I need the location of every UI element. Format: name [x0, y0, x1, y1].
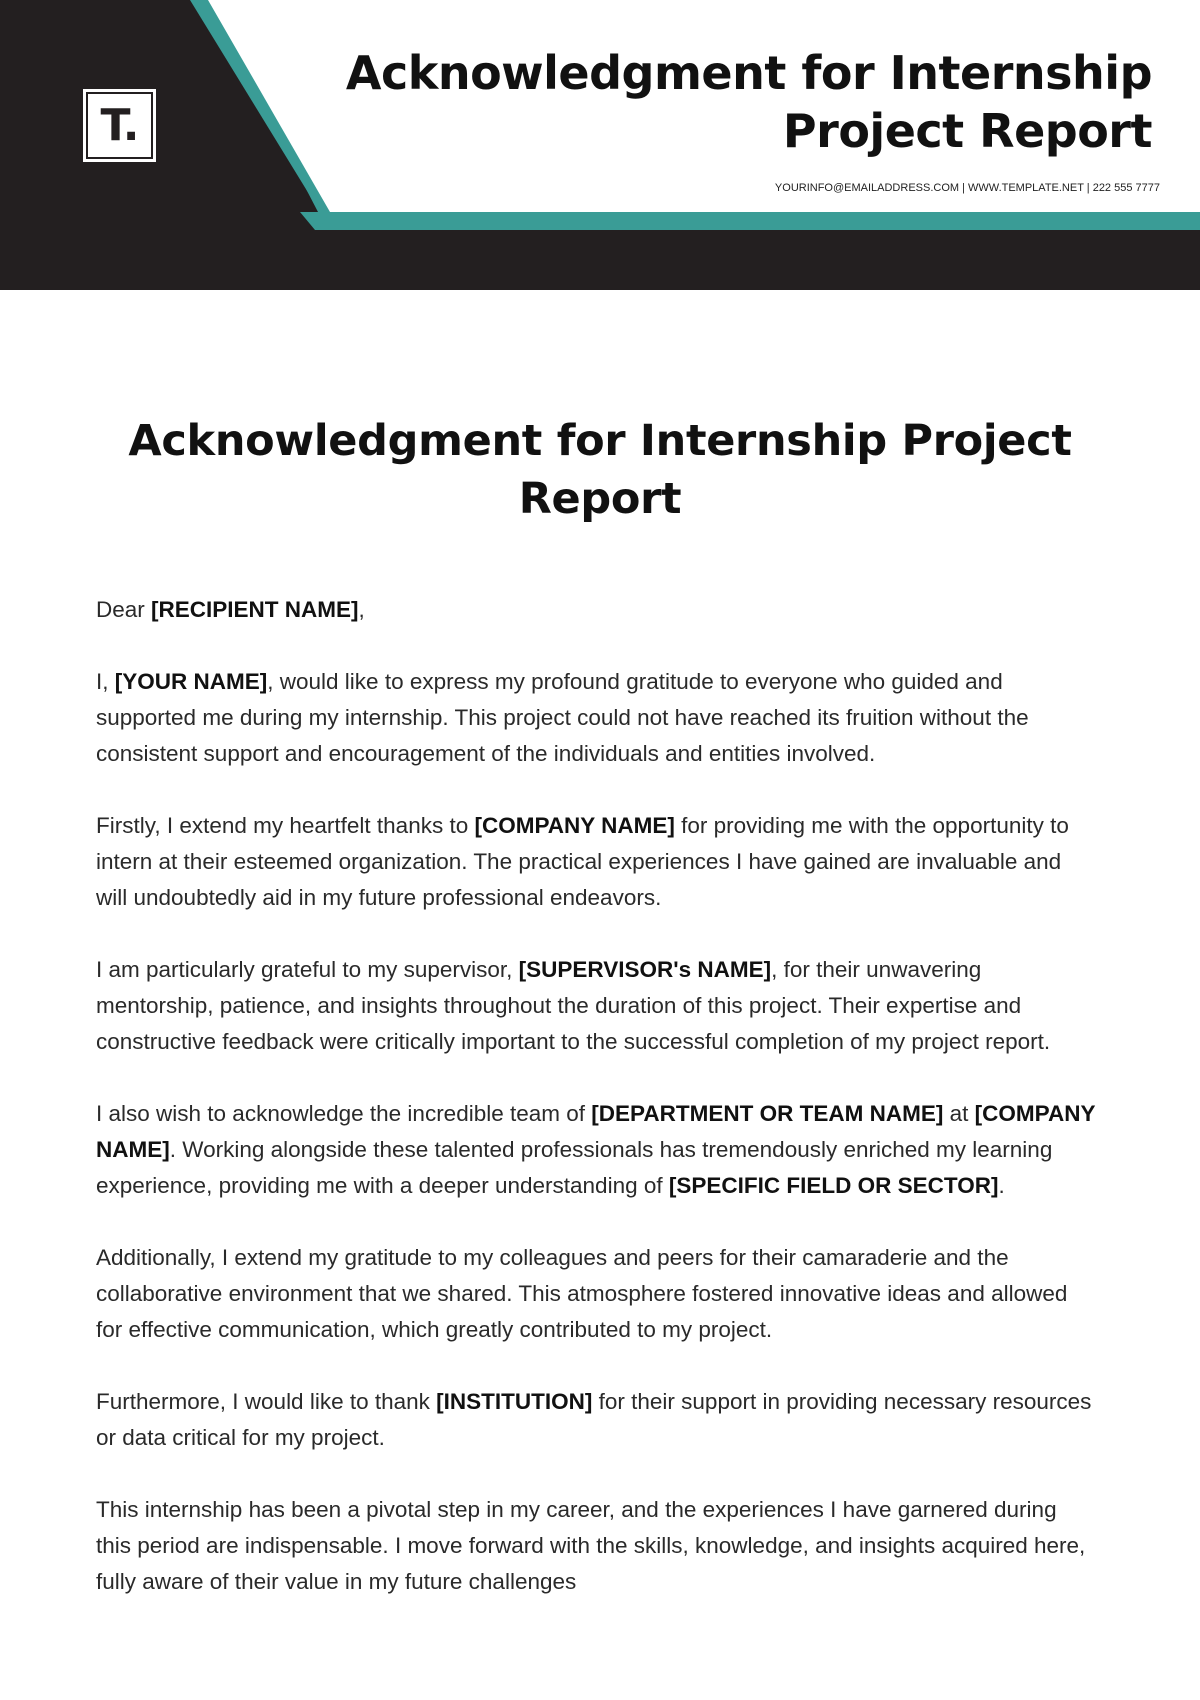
p4-text-a: I also wish to acknowledge the incredible team of: [96, 1101, 592, 1126]
logo-mark: T.: [86, 92, 153, 159]
header-title: Acknowledgment for Internship Project Report: [345, 46, 1152, 158]
p2-text-a: Firstly, I extend my heartfelt thanks to: [96, 813, 475, 838]
p3-text-a: I am particularly grateful to my supervisor,: [96, 957, 519, 982]
p4-text-d: .: [998, 1173, 1005, 1198]
recipient-name-placeholder: [RECIPIENT NAME]: [151, 597, 359, 622]
paragraph-supervisor-thanks: [96, 952, 1096, 1060]
header-accent-underline: [318, 212, 1200, 230]
your-name-placeholder: [YOUR NAME]: [114, 669, 268, 694]
p4-text-c: . Working alongside these talented professionals has tremendously enriched my learning experience, providing me with a deeper understanding of: [96, 1137, 1053, 1198]
p6-text-a: Furthermore, I would like to thank: [96, 1389, 437, 1414]
company-name-placeholder: [COMPANY NAME]: [474, 813, 675, 838]
document-title: Acknowledgment for Internship Project Report: [128, 416, 1072, 524]
team-name-placeholder: [DEPARTMENT OR TEAM NAME]: [591, 1101, 944, 1126]
paragraph-institution-thanks: [96, 1384, 1096, 1456]
p2-text-b: for providing me with the opportunity to intern at their esteemed organization. The practical experiences I have gained are invaluable and will undoubtedly aid in my future professional endeavors.: [96, 813, 1069, 910]
paragraph-colleagues-thanks: Additionally, I extend my gratitude to my colleagues and peers for their camaraderie and the collaborative environment that we shared. This atmosphere fostered innovative ideas and allowed for effective communication, which greatly contributed to my project.: [96, 1245, 1068, 1342]
document-header: [0, 0, 1200, 290]
salutation-suffix: ,: [358, 597, 365, 622]
field-placeholder: [SPECIFIC FIELD OR SECTOR]: [668, 1173, 999, 1198]
p6-text-b: for their support in providing necessary resources or data critical for my project.: [96, 1389, 1092, 1450]
p3-text-b: , for their unwavering mentorship, patience, and insights throughout the duration of this project. Their expertise and constructive feedback were critically important to the successful completion of my project report.: [96, 957, 1051, 1054]
salutation-prefix: Dear: [96, 597, 152, 622]
p1-text-a: I,: [96, 669, 115, 694]
p4-text-b: at: [943, 1101, 975, 1126]
header-contact-info: YOURINFO@EMAILADDRESS.COM | WWW.TEMPLATE.NET | 222 555 7777: [774, 182, 1160, 194]
paragraph-company-thanks: [96, 808, 1096, 916]
supervisor-name-placeholder: [SUPERVISOR's NAME]: [518, 957, 772, 982]
letter-body: [96, 592, 1096, 1636]
institution-placeholder: [INSTITUTION]: [436, 1389, 593, 1414]
company-name-placeholder: [COMPANY NAME]: [96, 1101, 1096, 1162]
paragraph-closing: This internship has been a pivotal step in my career, and the experiences I have garnered during this period are indispensable. I move forward with the skills, knowledge, and insights acquired here, fully aware of their value in my future challenges: [96, 1497, 1086, 1594]
paragraph-introduction: [96, 664, 1096, 772]
salutation: [96, 592, 1096, 628]
logo: [83, 89, 156, 162]
paragraph-team-thanks: [96, 1096, 1096, 1204]
p1-text-b: , would like to express my profound gratitude to everyone who guided and supported me during my internship. This project could not have reached its fruition without the consistent support and encouragement of the individuals and entities involved.: [96, 669, 1029, 766]
